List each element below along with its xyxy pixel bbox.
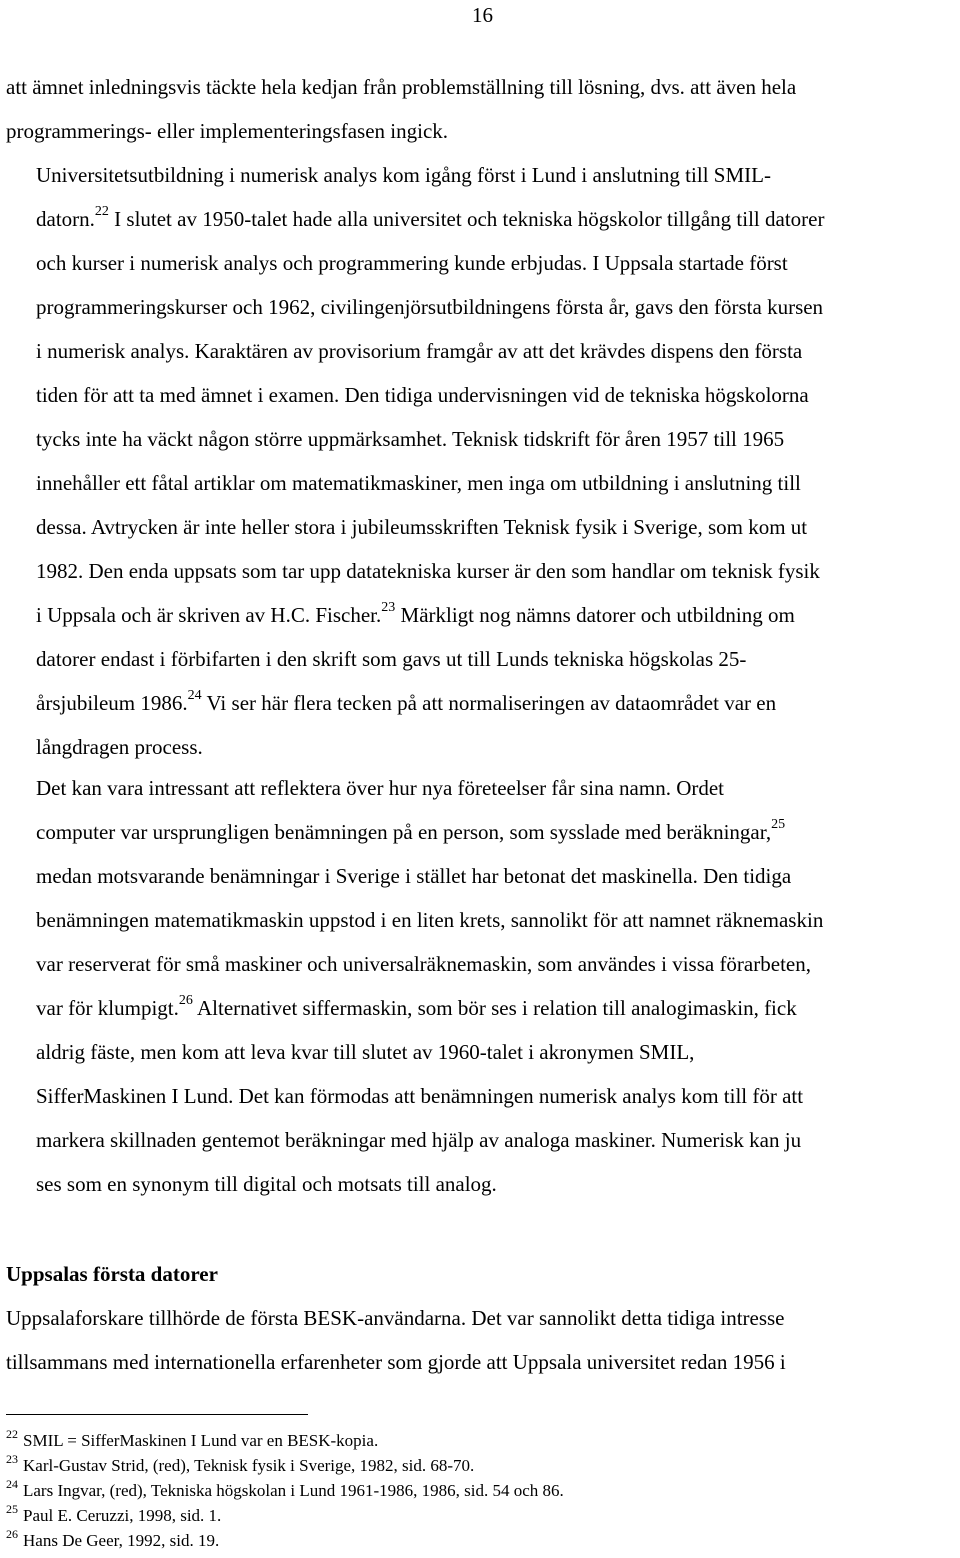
footnote-number: 24 — [6, 1477, 18, 1491]
line-text: Vi ser här flera tecken på att normaliseringen av dataområdet var en — [201, 691, 777, 715]
footnote — [6, 1453, 956, 1478]
text-line: att ämnet inledningsvis täckte hela kedjan från problemställning till lösning, dvs. att även hela — [6, 75, 797, 99]
footnote-number: 22 — [6, 1427, 18, 1441]
line-text: datorer endast i förbifarten i den skrift som gavs ut till Lunds tekniska högskolas 25- — [36, 647, 747, 671]
line-text: Universitetsutbildning i numerisk analys kom igång först i Lund i anslutning till SMIL- — [36, 163, 771, 187]
footnote — [6, 1428, 956, 1453]
text-line — [6, 1118, 956, 1162]
line-text: årsjubileum 1986. — [36, 691, 188, 715]
text-line — [6, 329, 956, 373]
line-text: medan motsvarande benämningar i Sverige i stället har betonat det maskinella. Den tidiga — [36, 864, 792, 888]
text-line — [6, 810, 956, 854]
line-text: programmeringskurser och 1962, civilingenjörsutbildningens första år, gavs den första kursen — [36, 295, 824, 319]
paragraph-1 — [6, 65, 956, 153]
footnote-text: SMIL = SifferMaskinen I Lund var en BESK-kopia. — [23, 1431, 379, 1450]
footnote-text: Lars Ingvar, (red), Tekniska högskolan i Lund 1961-1986, 1986, sid. 54 och 86. — [23, 1481, 564, 1500]
text-line — [6, 986, 956, 1030]
text-line: Uppsalaforskare tillhörde de första BESK-användarna. Det var sannolikt detta tidiga intresse — [6, 1306, 785, 1330]
footnote-number: 23 — [6, 1452, 18, 1466]
paragraph-4 — [6, 1296, 956, 1384]
line-text: Alternativet siffermaskin, som bör ses i relation till analogimaskin, fick — [192, 996, 797, 1020]
line-text: datorn. — [36, 207, 95, 231]
line-text: I slutet av 1950-talet hade alla universitet och tekniska högskolor tillgång till datorer — [108, 207, 825, 231]
text-line — [6, 461, 956, 505]
line-text: tiden för att ta med ämnet i examen. Den tidiga undervisningen vid de tekniska högskolorna — [36, 383, 809, 407]
line-text: aldrig fäste, men kom att leva kvar till slutet av 1960-talet i akronymen SMIL, — [36, 1040, 695, 1064]
text-line: programmerings- eller implementeringsfasen ingick. — [6, 119, 449, 143]
footnote-ref[interactable]: 23 — [381, 600, 396, 615]
text-line — [6, 593, 956, 637]
text-line — [6, 549, 956, 593]
line-text: i numerisk analys. Karaktären av provisorium framgår av att det krävdes dispens den första — [36, 339, 803, 363]
line-text: benämningen matematikmaskin uppstod i en liten krets, sannolikt för att namnet räknemaskin — [36, 908, 824, 932]
footnote — [6, 1478, 956, 1503]
line-text: var för klumpigt. — [36, 996, 179, 1020]
line-text: långdragen process. — [36, 735, 203, 759]
line-text: Märkligt nog nämns datorer och utbildning om — [395, 603, 795, 627]
text-line — [6, 197, 956, 241]
paragraph-2 — [6, 153, 956, 769]
text-line — [6, 1162, 956, 1206]
footnotes — [6, 1428, 956, 1553]
text-line — [6, 725, 956, 769]
line-text: och kurser i numerisk analys och programmering kunde erbjudas. I Uppsala startade först — [36, 251, 788, 275]
text-line — [6, 637, 956, 681]
line-text: markera skillnaden gentemot beräkningar med hjälp av analoga maskiner. Numerisk kan ju — [36, 1128, 802, 1152]
footnote-text: Paul E. Ceruzzi, 1998, sid. 1. — [23, 1506, 222, 1525]
section-heading: Uppsalas första datorer — [6, 1262, 218, 1286]
paragraph-3 — [6, 766, 956, 1206]
line-text: computer var ursprungligen benämningen på en person, som sysslade med beräkningar, — [36, 820, 772, 844]
text-line — [6, 681, 956, 725]
footnote-separator — [6, 1414, 308, 1415]
text-line — [6, 854, 956, 898]
text-line — [6, 241, 956, 285]
footnote-ref[interactable]: 25 — [771, 817, 786, 832]
footnote-text: Karl-Gustav Strid, (red), Teknisk fysik i Sverige, 1982, sid. 68-70. — [23, 1456, 475, 1475]
line-text: i Uppsala och är skriven av H.C. Fischer. — [36, 603, 382, 627]
footnote — [6, 1503, 956, 1528]
text-line — [6, 153, 956, 197]
page-number: 16 — [472, 3, 493, 27]
footnote-text: Hans De Geer, 1992, sid. 19. — [23, 1531, 220, 1550]
footnote — [6, 1528, 956, 1553]
text-line — [6, 898, 956, 942]
line-text: var reserverat för små maskiner och universalräknemaskin, som användes i vissa förarbeten, — [36, 952, 811, 976]
text-line — [6, 285, 956, 329]
text-line — [6, 373, 956, 417]
footnote-ref[interactable]: 26 — [178, 993, 193, 1008]
line-text: dessa. Avtrycken är inte heller stora i jubileumsskriften Teknisk fysik i Sverige, som kom ut — [36, 515, 808, 539]
line-text: SifferMaskinen I Lund. Det kan förmodas att benämningen numerisk analys kom till för att — [36, 1084, 804, 1108]
text-line — [6, 1030, 956, 1074]
text-line — [6, 766, 956, 810]
text-line: tillsammans med internationella erfarenheter som gjorde att Uppsala universitet redan 1956 i — [6, 1350, 786, 1374]
text-line — [6, 505, 956, 549]
footnote-number: 25 — [6, 1502, 18, 1516]
line-text: Det kan vara intressant att reflektera över hur nya företeelser får sina namn. Ordet — [36, 776, 725, 800]
line-text: 1982. Den enda uppsats som tar upp datatekniska kurser är den som handlar om teknisk fysik — [36, 559, 820, 583]
line-text: innehåller ett fåtal artiklar om matematikmaskiner, men inga om utbildning i anslutning till — [36, 471, 801, 495]
line-text: ses som en synonym till digital och motsats till analog. — [36, 1172, 497, 1196]
text-line — [6, 942, 956, 986]
footnote-ref[interactable]: 22 — [94, 204, 109, 219]
text-line — [6, 1074, 956, 1118]
text-line — [6, 417, 956, 461]
line-text: tycks inte ha väckt någon större uppmärksamhet. Teknisk tidskrift för åren 1957 till 1965 — [36, 427, 785, 451]
footnote-number: 26 — [6, 1527, 18, 1541]
footnote-ref[interactable]: 24 — [187, 688, 202, 703]
